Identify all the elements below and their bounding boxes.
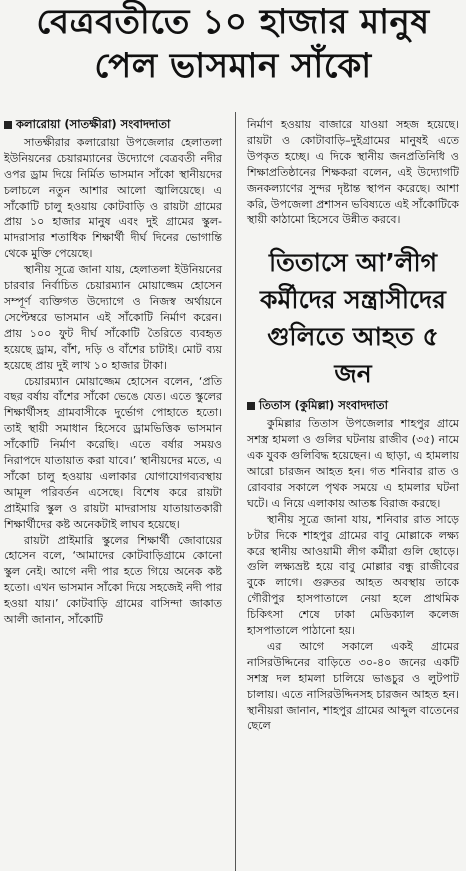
- main-headline: [0, 0, 466, 88]
- byline-text: তিতাস (কুমিল্লা) সংবাদদাতা: [259, 398, 388, 413]
- article-2-headline-line-3: গুলিতে আহত ৫ জন: [267, 322, 439, 389]
- paragraph: এর আগে সকালে একই গ্রামের নাসিরউদ্দিনের বাড়িতে ৩০-৪০ জনের একটি সশস্ত্র দল হামলা চালিয়ে ভাঙচুর ও লুটপাট চালায়। এতে নাসিরউদ্দিনসহ চারজন আহত হন। স্থানীয়রা জানান, শাহপুর গ্রামের আব্দুল বাতেনের ছেলে: [247, 639, 459, 733]
- article-2-byline: [247, 398, 459, 414]
- square-bullet-icon: [247, 402, 255, 410]
- paragraph: কুমিল্লার তিতাস উপজেলার শাহপুর গ্রামে সশস্ত্র হামলা ও গুলির ঘটনায় রাজীব (৩৫) নামে এক যুবক গুলিবিদ্ধ হয়েছেন। এ ছাড়া, এ হামলায় আরো চারজন আহত হন। গত শনিবার রাত ও রোববার সকালে পৃথক সময়ে এ হামলার ঘটনা ঘটে। এ নিয়ে এলাকায় আতঙ্ক বিরাজ করছে।: [247, 417, 459, 510]
- paragraph: সাতক্ষীরার কলারোয়া উপজেলার হেলাতলা ইউনিয়নের চেয়ারম্যানের উদ্যোগে বেত্রবতী নদীর ওপর ড্রাম দিয়ে নির্মিত ভাসমান সাঁকো স্থানীয়দের চলাচলে নতুন আশার আলো জ্বালিয়েছে। এ সাঁকোটি চালু হওয়ায় কোটবাড়ি ও রায়টা গ্রামের প্রায় ১০ হাজার মানুষ এবং দুই গ্রামের স্কুল-মাদরাসার শতাধিক শিক্ষার্থী দীর্ঘ দিনের ভোগান্তি থেকে মুক্তি পেয়েছে।: [4, 135, 222, 261]
- headline-line-2: পেল ভাসমান সাঁকো: [94, 46, 372, 86]
- article-1-column-left: [4, 117, 222, 628]
- paragraph: স্থানীয় সূত্রে জানা যায়, শনিবার রাত সাড়ে ৮টার দিকে শাহপুর গ্রামের বাবু মোল্লাকে লক্ষ্য করে স্থানীয় আওয়ামী লীগ কর্মীরা গুলি ছোড়ে। গুলি লক্ষ্যভ্রষ্ট হয়ে বাবু মোল্লার বন্ধু রাজীবের বুকে লাগে। গুরুতর আহত অবস্থায় তাকে গৌরীপুর হাসপাতালে নেয়া হলে প্রাথমিক চিকিৎসা শেষে ঢাকা মেডিক্যাল কলেজ হাসপাতালে পাঠানো হয়।: [247, 512, 459, 638]
- article-1-byline: [4, 117, 222, 133]
- byline-text: কলারোয়া (সাতক্ষীরা) সংবাদদাতা: [16, 117, 171, 131]
- article-2-headline-line-2: কর্মীদের সন্ত্রাসীদের: [260, 285, 446, 315]
- article-2-headline-line-1: তিতাসে আ’লীগ: [268, 248, 437, 278]
- paragraph: রায়টা প্রাইমারি স্কুলের শিক্ষার্থী জোবায়ের হোসেন বলে, ‘আমাদের কোটবাড়িগ্রামে কোনো স্কুল নেই। আগে নদী পার হতে গিয়ে অনেক কষ্ট হতো। এখন ভাসমান সাঁকো দিয়ে সহজেই নদী পার হওয়া যায়।’ কোটবাড়ি গ্রামের বাসিন্দা জাকাত আলী জানান, সাঁকোটি: [4, 533, 222, 627]
- column-divider: [235, 112, 236, 871]
- square-bullet-icon: [4, 121, 12, 129]
- headline-line-1: বেত্রবতীতে ১০ হাজার মানুষ: [36, 2, 430, 42]
- paragraph: স্থানীয় সূত্রে জানা যায়, হেলাতলা ইউনিয়নের চারবার নির্বাচিত চেয়ারম্যান মোয়াজ্জেম হোসেন সম্পূর্ণ ব্যক্তিগত উদ্যোগে ও নিজস্ব অর্থায়নে সেপ্টেম্বরে ভাসমান এই সাঁকোটি নির্মাণ করেন। প্রায় ১০০ ফুট দীর্ঘ সাঁকোটি তৈরিতে ব্যবহৃত হয়েছে ড্রাম, বাঁশ, দড়ি ও বাঁশের চাটাই। মোট ব্যয় হয়েছে প্রায় দুই লাখ ১০ হাজার টাকা।: [4, 263, 222, 372]
- paragraph-continued: নির্মাণ হওয়ায় বাজারে যাওয়া সহজ হয়েছে। রায়টা ও কোটাবাড়ি–দুইগ্রামের মানুষই এতে উপকৃত হচ্ছে। এ দিকে স্থানীয় জনপ্রতিনিধি ও শিক্ষাপ্রতিষ্ঠানের শিক্ষকরা বলেন, এই উদ্যোগটি জনকল্যাণের সুন্দর দৃষ্টান্ত স্থাপন করেছে। আশা করি, উপজেলা প্রশাসন ভবিষ্যতে এই সাঁকোটিকে স্থায়ী কাঠামো হিসেবে উন্নীত করবে।: [247, 118, 459, 227]
- paragraph: চেয়ারম্যান মোয়াজ্জেম হোসেন বলেন, ‘প্রতি বছর বর্ষায় বাঁশের সাঁকো ভেঙে যেত। এতে স্কুলের শিক্ষার্থীসহ গ্রামবাসীকে দুর্ভোগ পোহাতে হতো। তাই স্থায়ী সমাধান হিসেবে ড্রামভিত্তিক ভাসমান সাঁকোটি নির্মাণ করেছি। এতে বর্ষার সময়ও নিরাপদে যাতায়াত করা যাবে।’ স্থানীয়দের মতে, এ সাঁকো চালু হওয়ায় এলাকার যোগাযোগব্যবস্থায় আমূল পরিবর্তন এসেছে। বিশেষ করে রায়টা প্রাইমারি স্কুল ও রায়টা মাদরাসায় যাতায়াতকারী শিক্ষার্থীদের কষ্ট অনেকটাই লাঘব হয়েছে।: [4, 374, 222, 531]
- right-column: [247, 117, 459, 734]
- article-2-headline: [247, 244, 459, 392]
